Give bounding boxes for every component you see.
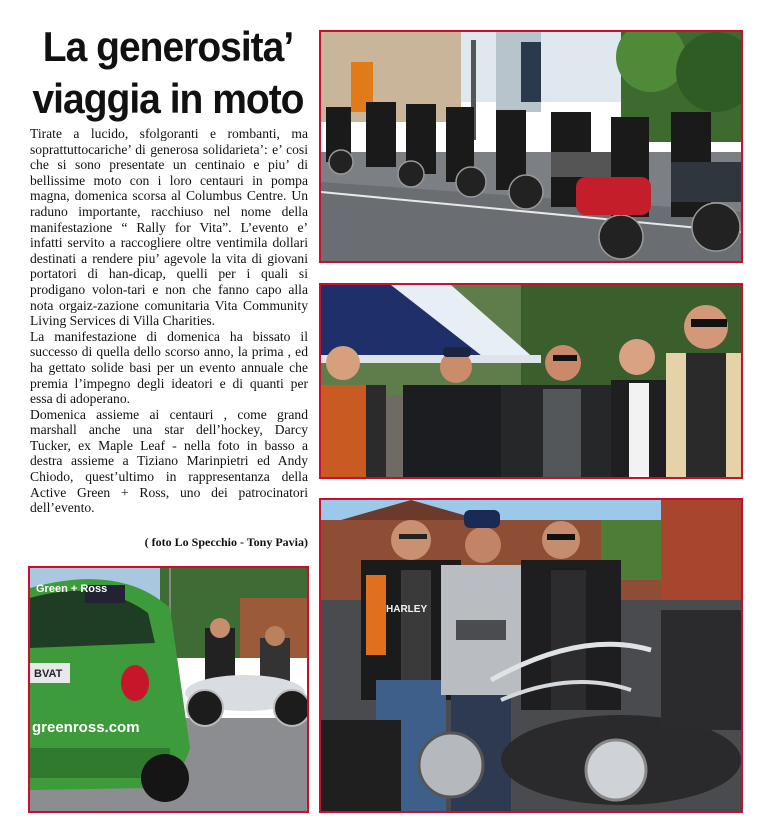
photo-sponsor-car (28, 566, 309, 813)
photo-group-of-men (319, 283, 743, 479)
photo-credit: ( foto Lo Specchio - Tony Pavia) (144, 535, 308, 549)
car-logo-decal: Green + Ross (36, 583, 108, 595)
photo-three-men-motorcycles (319, 498, 743, 813)
article-paragraph-1: Tirate a lucido, sfolgoranti e rombanti, ma soprattuttocariche’ di generosa solidarieta’: e’ cosi che si sono presentate un centinaio e piu’ di bellissime moto con i loro centauri in pompa magna, domenica scorsa al Columbus Centre. Un raduno importante, racchiuso nel nome della manifestazione “ Rally for Vita”. L’evento e’ infatti servito a raccogliere oltre ventimila dollari destinati a rendere piu’ agevole la vita di giovani portatori di han-dicap, quelli per i quali si prodigano volon-tari e non che fanno capo alla nota orgaiz-zazione comunitaria Vita Community Living Services di Villa Charities. (30, 126, 308, 329)
car-website-decal: greenross.com (32, 719, 140, 736)
headline-line-2: viaggia in moto (32, 76, 304, 123)
license-plate: BVAT (34, 668, 63, 680)
headline-line-1: La generosita’ (42, 24, 294, 71)
article-body (30, 126, 308, 516)
shirt-print: HARLEY (386, 604, 428, 615)
headline (30, 22, 306, 126)
article-paragraph-2: La manifestazione di domenica ha bissato il successo di quella dello scorso anno, la prima , ed ha gettato solide basi per un evento annuale che premia l’impegno degli ideatori e di quanti per essa di adoperano. (30, 328, 308, 407)
article-paragraph-3: Domenica assieme ai centauri , come grand marshall anche una star dell’hockey, Darcy Tucker, ex Maple Leaf - nella foto in basso a destra assieme a Tiziano Marinpietri ed Andy Chiodo, quest’ultimo in rappresentanza della Active Green + Ross, uno dei patrocinatori dell’evento. (30, 406, 308, 516)
photo-motorcycle-parade (319, 30, 743, 263)
